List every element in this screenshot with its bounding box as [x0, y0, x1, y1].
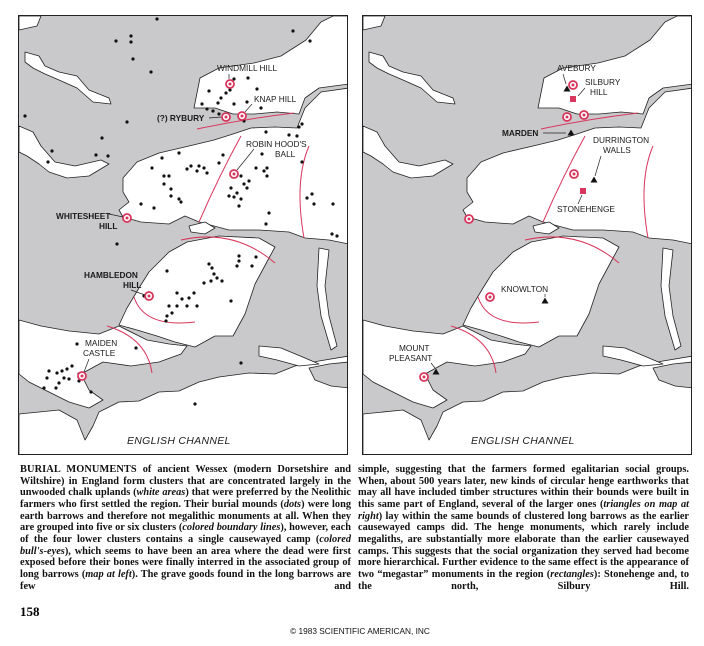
long-barrow-dot [202, 281, 205, 284]
caption-italic: map at left [85, 568, 132, 580]
long-barrow-dot [42, 386, 45, 389]
long-barrow-dot [200, 102, 203, 105]
long-barrow-dot [180, 297, 183, 300]
long-barrow-dot [131, 57, 134, 60]
caption-text: simple, suggesting that the farmers formed egalitarian social groups. When, about 500 years later, new kinds of circular henge earthworks that may all have included timber structures within their bounds were built in this same part of England, several of the larger ones ( [358, 464, 689, 510]
long-barrow-dot [195, 169, 198, 172]
long-barrow-dot [89, 390, 92, 393]
bullseye-center [572, 84, 575, 87]
long-barrow-dot [75, 342, 78, 345]
long-barrow-dot [300, 160, 303, 163]
long-barrow-dot [55, 371, 58, 374]
megastar-rectangle-icon [580, 188, 586, 194]
bullseye-center [489, 296, 492, 299]
long-barrow-dot [210, 266, 213, 269]
long-barrow-dot [287, 133, 290, 136]
long-barrow-dot [305, 196, 308, 199]
long-barrow-dot [216, 101, 219, 104]
long-barrow-dot [150, 166, 153, 169]
long-barrow-dot [129, 34, 132, 37]
long-barrow-dot [164, 319, 167, 322]
long-barrow-dot [162, 174, 165, 177]
caption-italic: rectangles [550, 568, 594, 580]
bullseye-center [468, 218, 471, 221]
long-barrow-dot [254, 255, 257, 258]
long-barrow-dot [310, 192, 313, 195]
long-barrow-dot [335, 234, 338, 237]
long-barrow-dot [297, 125, 300, 128]
long-barrow-dot [202, 166, 205, 169]
long-barrow-dot [114, 39, 117, 42]
label-maiden-castle-2: CASTLE [83, 348, 116, 358]
long-barrow-dot [237, 254, 240, 257]
long-barrow-dot [193, 402, 196, 405]
long-barrow-dot [47, 369, 50, 372]
map-left-svg [19, 16, 347, 454]
long-barrow-dot [330, 232, 333, 235]
long-barrow-dot [23, 114, 26, 117]
long-barrow-dot [50, 149, 53, 152]
long-barrow-dot [177, 151, 180, 154]
label-whitesheet-hill: WHITESHEET [56, 211, 111, 221]
label-silbury-hill-2: HILL [590, 87, 608, 97]
long-barrow-dot [70, 364, 73, 367]
caption-text: ) were long earth barrows and therefore not megalithic monuments at all. When they are grouped into five or six clusters ( [20, 498, 351, 534]
bullseye-center [573, 173, 576, 176]
long-barrow-dot [134, 346, 137, 349]
long-barrow-dot [245, 186, 248, 189]
caption-italic: colored bull's-eyes [20, 533, 351, 557]
bullseye-center [126, 217, 129, 220]
bullseye-center [583, 114, 586, 117]
label-marden: MARDEN [502, 128, 539, 138]
long-barrow-dot [175, 304, 178, 307]
label-hambledon-hill: HAMBLEDON [84, 270, 138, 280]
long-barrow-dot [165, 314, 168, 317]
long-barrow-dot [300, 122, 303, 125]
label-english-channel: ENGLISH CHANNEL [127, 435, 231, 447]
long-barrow-dot [235, 191, 238, 194]
long-barrow-dot [237, 204, 240, 207]
label-english-channel: ENGLISH CHANNEL [471, 435, 575, 447]
caption-text: ). The grave goods found in the long barrows are few and [20, 568, 351, 592]
long-barrow-dot [155, 17, 158, 20]
long-barrow-dot [242, 182, 245, 185]
long-barrow-dot [262, 169, 265, 172]
long-barrow-dot [255, 87, 258, 90]
long-barrow-dot [265, 166, 268, 169]
long-barrow-dot [217, 112, 220, 115]
long-barrow-dot [129, 40, 132, 43]
long-barrow-dot [185, 167, 188, 170]
long-barrow-dot [139, 202, 142, 205]
long-barrow-dot [250, 264, 253, 267]
long-barrow-dot [229, 299, 232, 302]
long-barrow-dot [239, 174, 242, 177]
label-mount-pleasant: MOUNT [399, 343, 430, 353]
map-left-long-barrows [18, 15, 348, 455]
long-barrow-dot [235, 264, 238, 267]
long-barrow-dot [100, 136, 103, 139]
long-barrow-dot [65, 367, 68, 370]
caption-lead: BURIAL MONUMENTS [20, 464, 137, 475]
label-hambledon-hill-2: HILL [123, 280, 142, 290]
long-barrow-dot [192, 291, 195, 294]
long-barrow-dot [245, 100, 248, 103]
long-barrow-dot [62, 376, 65, 379]
caption-text: of ancient Wessex (modern Dorsetshire and Wiltshire) in England form clusters that are concentrated largely in the unwooded chalk uplands ( [20, 464, 351, 499]
long-barrow-dot [54, 386, 57, 389]
long-barrow-dot [115, 242, 118, 245]
long-barrow-dot [179, 200, 182, 203]
long-barrow-dot [205, 171, 208, 174]
label-maiden-castle: MAIDEN [85, 338, 118, 348]
map-base [19, 16, 347, 454]
long-barrow-dot [264, 222, 267, 225]
long-barrow-dot [167, 174, 170, 177]
long-barrow-dot [175, 291, 178, 294]
label-stonehenge: STONEHENGE [557, 204, 615, 214]
bullseye-center [148, 295, 151, 298]
long-barrow-dot [211, 109, 214, 112]
long-barrow-dot [247, 179, 250, 182]
long-barrow-dot [259, 106, 262, 109]
caption-italic: triangles on map at right [358, 498, 689, 522]
long-barrow-dot [94, 153, 97, 156]
long-barrow-dot [217, 161, 220, 164]
long-barrow-dot [149, 70, 152, 73]
long-barrow-dot [207, 89, 210, 92]
long-barrow-dot [224, 91, 227, 94]
long-barrow-dot [331, 202, 334, 205]
long-barrow-dot [254, 166, 257, 169]
long-barrow-dot [170, 311, 173, 314]
long-barrow-dot [260, 152, 263, 155]
label-knowlton: KNOWLTON [501, 284, 549, 294]
long-barrow-dot [195, 304, 198, 307]
bullseye-center [241, 115, 244, 118]
long-barrow-dot [45, 376, 48, 379]
caption-text: ), which seems to have been an area where the dead were first exposed before their bones were finally interred in the associated group of long barrows ( [20, 545, 351, 580]
long-barrow-dot [232, 195, 235, 198]
long-barrow-dot [264, 130, 267, 133]
long-barrow-dot [219, 96, 222, 99]
long-barrow-dot [162, 182, 165, 185]
caption-text: ) that were preferred by the Neolithic farmers who first settled the region. Their burial mounds ( [20, 487, 352, 510]
long-barrow-dot [57, 381, 60, 384]
long-barrow-dot [207, 262, 210, 265]
label-durrington-walls: DURRINGTON [593, 135, 650, 145]
long-barrow-dot [237, 259, 240, 262]
long-barrow-dot [227, 194, 230, 197]
long-barrow-dot [205, 107, 208, 110]
bullseye-center [81, 375, 84, 378]
long-barrow-dot [106, 154, 109, 157]
copyright-notice: © 1983 SCIENTIFIC AMERICAN, INC [290, 626, 430, 636]
label-knap-hill: KNAP HILL [254, 94, 297, 104]
long-barrow-dot [189, 164, 192, 167]
long-barrow-dot [308, 39, 311, 42]
long-barrow-dot [215, 276, 218, 279]
long-barrow-dot [169, 194, 172, 197]
long-barrow-dot [295, 134, 298, 137]
long-barrow-dot [187, 296, 190, 299]
bullseye-center [225, 116, 228, 119]
bullseye-center [423, 376, 426, 379]
long-barrow-dot [46, 160, 49, 163]
label-windmill-hill: WINDMILL HILL [217, 63, 278, 73]
long-barrow-dot [312, 202, 315, 205]
map-base [363, 16, 691, 454]
long-barrow-dot [165, 269, 168, 272]
long-barrow-dot [239, 197, 242, 200]
long-barrow-dot [291, 29, 294, 32]
long-barrow-dot [220, 279, 223, 282]
map-right-henges [362, 15, 692, 455]
label-avebury: AVEBURY [557, 63, 596, 73]
caption-right-column [358, 464, 689, 592]
caption-italic: white areas [136, 487, 186, 499]
long-barrow-dot [212, 272, 215, 275]
long-barrow-dot [239, 361, 242, 364]
label-whitesheet-hill-2: HILL [99, 221, 118, 231]
long-barrow-dot [209, 279, 212, 282]
label-robin-hoods-ball-2: BALL [275, 149, 296, 159]
caption-italic: dots [283, 498, 302, 510]
bullseye-center [566, 116, 569, 119]
long-barrow-dot [197, 164, 200, 167]
caption-text: ), however, each of the four lower clusters contains a single causewayed camp ( [20, 522, 351, 545]
caption-italic: colored boundary lines [182, 522, 281, 534]
caption-left-column [20, 464, 351, 592]
long-barrow-dot [232, 102, 235, 105]
label-durrington-walls-2: WALLS [603, 145, 631, 155]
long-barrow-dot [60, 369, 63, 372]
page-number: 158 [20, 604, 40, 619]
long-barrow-dot [267, 211, 270, 214]
long-barrow-dot [221, 153, 224, 156]
map-right-svg [363, 16, 691, 454]
long-barrow-dot [229, 186, 232, 189]
long-barrow-dot [265, 174, 268, 177]
label-robin-hoods-ball: ROBIN HOOD'S [246, 139, 307, 149]
label-rybury: (?) RYBURY [157, 113, 205, 123]
long-barrow-dot [169, 187, 172, 190]
caption-text: ) lay within the same bounds of clustered long barrows as the earlier causewayed camps did. The henge monuments, which rarely include megaliths, are substantially more elaborate than the earlier causewayed camps. This suggests that the social organization they served had become more hierarchical. Further evidence to the same effect is the appearance of two “megastar” monuments in the region ( [358, 510, 689, 580]
bullseye-center [233, 173, 236, 176]
long-barrow-dot [67, 377, 70, 380]
caption-text: ): Stonehenge and, to the north, Silbury Hill. [358, 568, 689, 592]
long-barrow-dot [160, 156, 163, 159]
bullseye-center [229, 83, 232, 86]
long-barrow-dot [185, 304, 188, 307]
long-barrow-dot [152, 206, 155, 209]
long-barrow-dot [125, 120, 128, 123]
long-barrow-dot [246, 76, 249, 79]
megastar-rectangle-icon [570, 96, 576, 102]
long-barrow-dot [177, 197, 180, 200]
label-silbury-hill: SILBURY [585, 77, 621, 87]
label-mount-pleasant-2: PLEASANT [389, 353, 433, 363]
long-barrow-dot [167, 304, 170, 307]
